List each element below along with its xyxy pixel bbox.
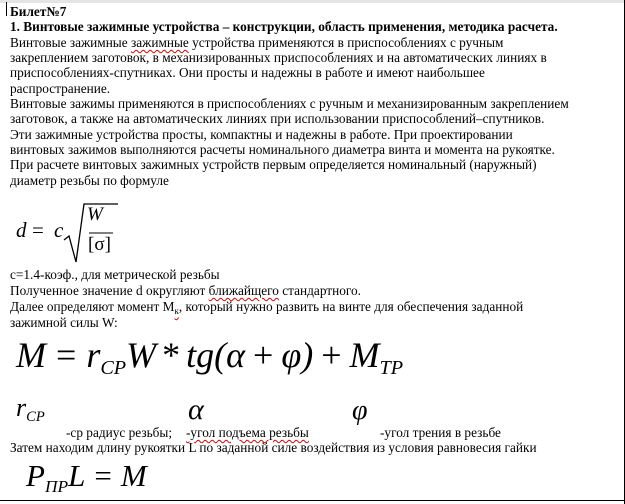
legend-r: rCP xyxy=(16,393,45,426)
para2-line-3: Эти зажимные устройства просты, компактны и надежны в работе. При проектировании xyxy=(10,127,513,142)
formula-denominator: [σ] xyxy=(88,234,111,255)
formula-c: c xyxy=(54,218,64,242)
legend-r-desc: -ср радиус резьбы; xyxy=(66,425,173,440)
page-bottom-border xyxy=(0,500,625,501)
legend-phi: φ xyxy=(352,395,368,426)
para1-line-4: распространение. xyxy=(10,81,111,96)
subscript-k: к xyxy=(174,306,179,316)
para2-line-2: заготовок, а также на автоматических линиях при использовании приспособлений–спутников. xyxy=(10,111,545,126)
spelling-error-mark: зажимные xyxy=(130,35,189,50)
formula-eq: = xyxy=(32,218,44,242)
handle-text: Затем находим длину рукоятки L по заданной силе воздействия из условия равновесия гайки xyxy=(10,440,537,455)
section-heading: 1. Винтовые зажимные устройства – конструкции, область применения, методика расчета. xyxy=(10,19,558,34)
formula-d: d xyxy=(16,218,27,242)
moment-intro-line-2: зажимной силы W: xyxy=(10,315,118,330)
page-top-edge xyxy=(0,0,625,3)
para2-line-1: Винтовые зажимы применяются в приспособлениях с ручным и механизированным закреплением xyxy=(10,96,569,111)
para1-line-3: приспособлениях-спутниках. Они просты и надежны в работе и имеют наибольшее xyxy=(10,65,485,80)
ticket-title: Билет№7 xyxy=(10,4,67,19)
text-cursor xyxy=(6,2,7,16)
legend-alpha-desc: -угол подъема резьбы xyxy=(186,425,309,440)
formula-handle: PПРL = M xyxy=(26,458,147,497)
formula-moment: M = rCPW * tg(α + φ) + MTP xyxy=(16,335,404,380)
para1-line-2: закреплением заготовок, в механизированных приспособлениях и на автоматических линиях в xyxy=(10,50,547,65)
legend-alpha: α xyxy=(188,393,204,426)
coef-note: c=1.4-коэф., для метрической резьбы xyxy=(10,267,220,282)
round-note: Полученное значение d округляют ближайщего стандартного. xyxy=(10,283,361,298)
spelling-error-mark: ближайщего xyxy=(208,283,279,298)
para2-line-6: диаметр резьбы по формуле xyxy=(10,173,169,188)
para1-line-1: Винтовые зажимные зажимные устройства применяются в приспособлениях с ручным xyxy=(10,35,504,50)
para2-line-5: При расчете винтовых зажимных устройств первым определяется номинальный (наружный) xyxy=(10,157,537,172)
para2-line-4: винтовых зажимов выполняются расчеты номинального диаметра винта и момента на рукоятке. xyxy=(10,142,555,157)
legend-phi-desc: -угол трения в резьбе xyxy=(380,425,501,440)
formula-numerator: W xyxy=(87,204,103,225)
moment-intro-line-1: Далее определяют момент $М_к$, который нужно развить на винте для обеспечения заданной xyxy=(10,299,524,316)
